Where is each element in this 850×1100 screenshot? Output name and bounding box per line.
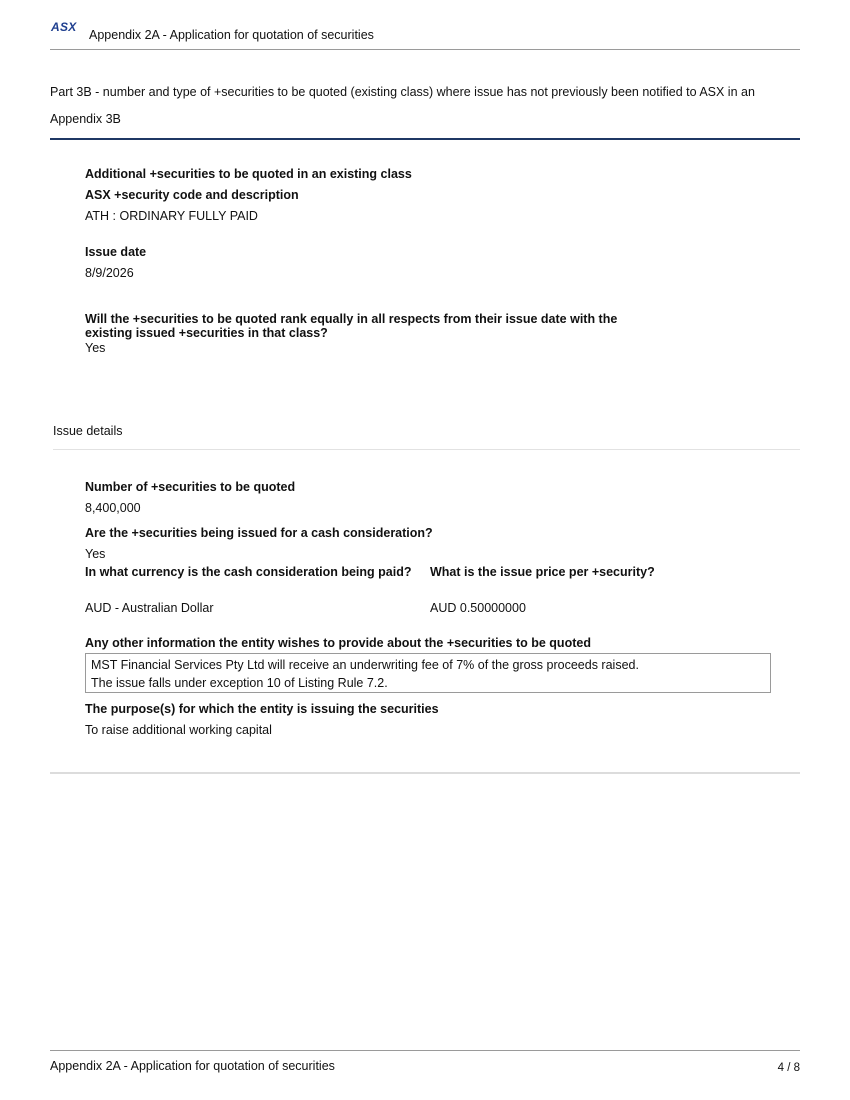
purpose-value: To raise additional working capital — [85, 723, 272, 737]
cash-consideration-value: Yes — [85, 547, 106, 561]
section-end-divider — [50, 772, 800, 774]
number-securities-label: Number of +securities to be quoted — [85, 480, 296, 494]
issue-date-value: 8/9/2026 — [85, 266, 134, 280]
part-divider — [50, 138, 800, 140]
issue-price-label: What is the issue price per +security? — [430, 565, 655, 579]
rank-equally-label-line1: Will the +securities to be quoted rank equally in all respects from their issue date with the — [85, 312, 618, 326]
issue-date-label: Issue date — [85, 245, 147, 259]
rank-equally-label-line2: existing issued +securities in that class? — [85, 326, 328, 340]
part-title-line2: Appendix 3B — [50, 112, 121, 126]
cash-consideration-label: Are the +securities being issued for a cash consideration? — [85, 526, 433, 540]
other-info-label: Any other information the entity wishes to provide about the +securities to be quoted — [85, 636, 591, 650]
issue-price-value: AUD 0.50000000 — [430, 601, 526, 615]
header-divider — [50, 49, 800, 50]
part-title-line1: Part 3B - number and type of +securities to be quoted (existing class) where issue has not previously been notified to ASX in an — [50, 85, 755, 99]
section-heading: Additional +securities to be quoted in an existing class — [85, 167, 412, 181]
currency-label: In what currency is the cash consideration being paid? — [85, 565, 412, 579]
issue-details-heading: Issue details — [53, 424, 123, 438]
purpose-label: The purpose(s) for which the entity is issuing the securities — [85, 702, 439, 716]
security-code-label: ASX +security code and description — [85, 188, 299, 202]
other-info-line1: MST Financial Services Pty Ltd will receive an underwriting fee of 7% of the gross proceeds raised. — [91, 658, 639, 672]
issue-details-divider — [53, 449, 800, 450]
rank-equally-value: Yes — [85, 341, 106, 355]
footer-divider — [50, 1050, 800, 1051]
page-number: 4 / 8 — [777, 1062, 800, 1074]
other-info-line2: The issue falls under exception 10 of Listing Rule 7.2. — [91, 676, 388, 690]
number-securities-value: 8,400,000 — [85, 501, 141, 515]
header-title: Appendix 2A - Application for quotation of securities — [89, 28, 374, 42]
footer-title: Appendix 2A - Application for quotation of securities — [50, 1059, 335, 1073]
currency-value: AUD - Australian Dollar — [85, 601, 214, 615]
other-info-box — [85, 653, 771, 693]
asx-logo: ASX — [51, 20, 77, 34]
security-code-value: ATH : ORDINARY FULLY PAID — [85, 209, 258, 223]
